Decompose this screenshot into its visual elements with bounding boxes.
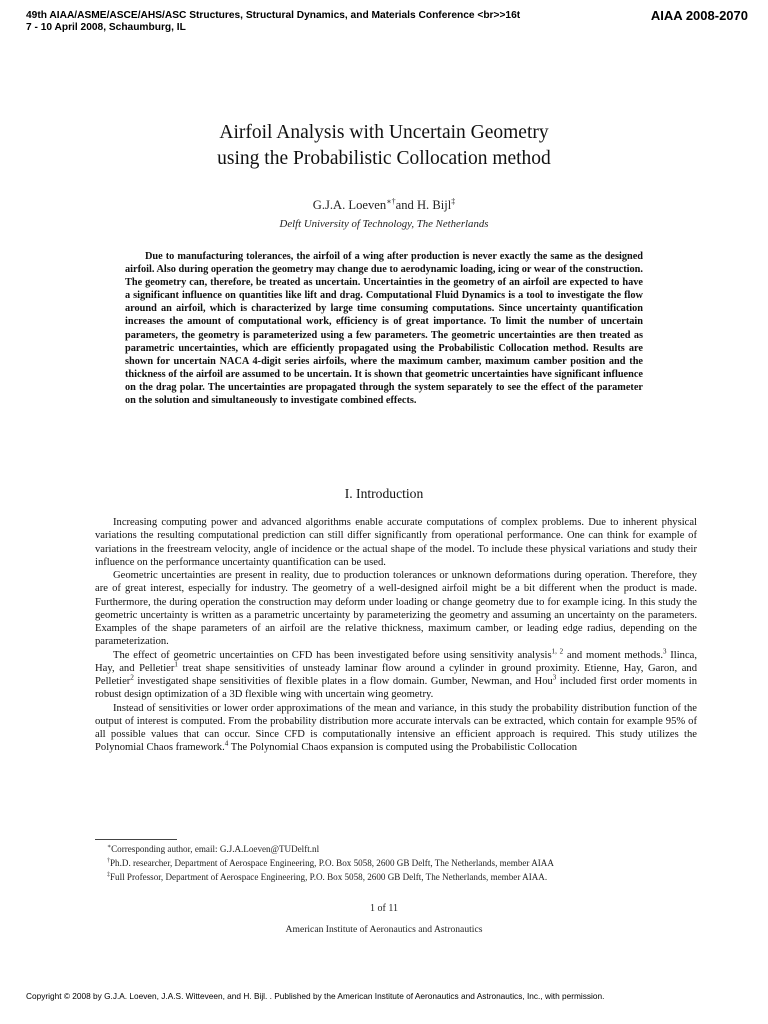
footnotes bbox=[95, 842, 715, 883]
abstract: Due to manufacturing tolerances, the airfoil of a wing after production is never exactly the same as the designed airfoil. Also during operation the geometry may change due to aerodynamic loading, icing or wear of the construction. The geometry can, therefore, be treated as uncertain. Uncertainties in the geometry of an airfoil are expected to have a significant influence on quantities like lift and drag. Computational Fluid Dynamics is a tool to investigate the flow around an airfoil, which is characterized by large time consuming computations. Since uncertainty quantification increases the amount of computational work, efficiency is of great importance. To limit the number of uncertain parameters, the geometry is parameterized using a few parameters. The geometric uncertainties are then treated as parametric uncertainties, which are efficiently propagated using the Probabilistic Collocation method. Results are shown for uncertain NACA 4-digit series airfoils, where the maximum camber, maximum camber position and the thickness of the airfoil are assumed to be uncertain. It is shown that geometric uncertainties have significant influence on the drag polar. The uncertainties are propagated through the system separately to see the effect of the parameter on the solution and simultaneously to investigate combined effects. bbox=[125, 251, 643, 407]
author-2-marks: ‡ bbox=[451, 197, 456, 206]
conference-header bbox=[26, 10, 520, 34]
footnote-mark: † bbox=[107, 857, 110, 864]
author-list bbox=[0, 197, 768, 213]
author-1-marks: ∗† bbox=[386, 197, 396, 206]
footnote-divider bbox=[95, 839, 177, 840]
copyright-notice: Copyright © 2008 by G.J.A. Loeven, J.A.S. Witteveen, and H. Bijl. . Published by the American Institute of Aeronautics and Astronautics, Inc., with permission. bbox=[26, 991, 605, 1001]
citation: 4 bbox=[224, 739, 229, 748]
footnote-mark: ‡ bbox=[107, 871, 110, 878]
conference-name: 49th AIAA/ASME/ASCE/AHS/ASC Structures, Structural Dynamics, and Materials Conference <br>>16t bbox=[26, 10, 521, 21]
paragraph-4-text: Instead of sensitivities or lower order approximations of the mean and variance, in this study the probability distribution function of the output of interest is computed. From the probability distribution more accurate intervals can be extracted, which contain for example 95% of all possible values that can occur. Since CFD is computationally intensive an efficient approach is required. This study utilizes the Polynomial Chaos framework. bbox=[95, 702, 697, 754]
paragraph-3-text: and moment methods. bbox=[563, 649, 663, 661]
paper-title bbox=[0, 120, 768, 172]
body-text bbox=[95, 516, 697, 755]
citation: 3 bbox=[662, 646, 667, 655]
section-heading-introduction: I. Introduction bbox=[344, 486, 424, 501]
conference-date-location: 7 - 10 April 2008, Schaumburg, IL bbox=[26, 22, 186, 33]
footnote-text: Corresponding author, email: G.J.A.Loeven@TUDelft.nl bbox=[111, 844, 320, 855]
citation: 1, 2 bbox=[551, 646, 564, 655]
citation: 3 bbox=[552, 673, 557, 682]
citation: 2 bbox=[130, 673, 134, 682]
paragraph-3-text: included first order moments in robust design optimization of a 3D flexible wing with uncertain wing geometry. bbox=[95, 676, 697, 701]
paragraph-3-text: treat shape sensitivities of unsteady laminar flow around a cylinder in ground proximity. Etienne, Hay, Garon, and Pelletier bbox=[95, 662, 697, 687]
title-line-1: Airfoil Analysis with Uncertain Geometry bbox=[219, 122, 549, 143]
paragraph-2: Geometric uncertainties are present in reality, due to production tolerances or unknown deformations during operation. Therefore, they are of great interest, especially for industry. The geometry of a well-designed airfoil might be a bit different when the product is made. Furthermore, the during operation the construction may deform under loading or change geometry due to for example icing. In this study the geometric uncertainty is written as a parametric uncertainty by parameterizing the geometry and assuming an uncertainty on the parameters. Examples of the shape parameters of an airfoil are the relative thickness, maximum camber, or leading edge radius, depending on the parameterization. bbox=[95, 570, 697, 648]
affiliation: Delft University of Technology, The Netherlands bbox=[279, 218, 489, 230]
footnote-text: Ph.D. researcher, Department of Aerospace Engineering, P.O. Box 5058, 2600 GB Delft, The Netherlands, member AIAA bbox=[110, 857, 554, 868]
paragraph-3-text: Ilinca, Hay, and Pelletier bbox=[95, 649, 697, 674]
citation: 1 bbox=[174, 660, 178, 669]
paper-number: AIAA 2008-2070 bbox=[650, 8, 748, 23]
paragraph-4 bbox=[95, 702, 697, 755]
footnote-2 bbox=[95, 856, 715, 870]
footnote-text: Full Professor, Department of Aerospace Engineering, P.O. Box 5058, 2600 GB Delft, The Netherlands, member AIAA. bbox=[110, 871, 548, 882]
paragraph-3-text: The effect of geometric uncertainties on CFD has been investigated before using sensitivity analysis bbox=[113, 649, 552, 661]
page-number: 1 of 11 bbox=[370, 903, 398, 914]
footnote-mark: ∗ bbox=[107, 844, 112, 850]
footnote-1 bbox=[95, 842, 715, 856]
title-line-2: using the Probabilistic Collocation method bbox=[217, 148, 551, 169]
author-2: and H. Bijl bbox=[395, 198, 452, 213]
author-1: G.J.A. Loeven bbox=[312, 198, 387, 213]
paragraph-3-text: investigated shape sensitivities of flexible plates in a flow domain. Gumber, Newman, and Hou bbox=[133, 676, 553, 687]
paragraph-1: Increasing computing power and advanced algorithms enable accurate computations of complex problems. Due to inherent physical variations the resulting computational prediction can still differ significantly from operational performance. One can think for example of variations in the freestream velocity, angle of incidence or the actual shape of the model. To include these physical variations and study their influence on the performance uncertainty quantification can be used. bbox=[95, 517, 697, 568]
paragraph-4-text: The Polynomial Chaos expansion is computed using the Probabilistic Collocation bbox=[228, 742, 578, 754]
organization-name: American Institute of Aeronautics and Astronautics bbox=[285, 924, 483, 935]
footnote-3 bbox=[95, 870, 715, 884]
paragraph-3 bbox=[95, 646, 697, 702]
